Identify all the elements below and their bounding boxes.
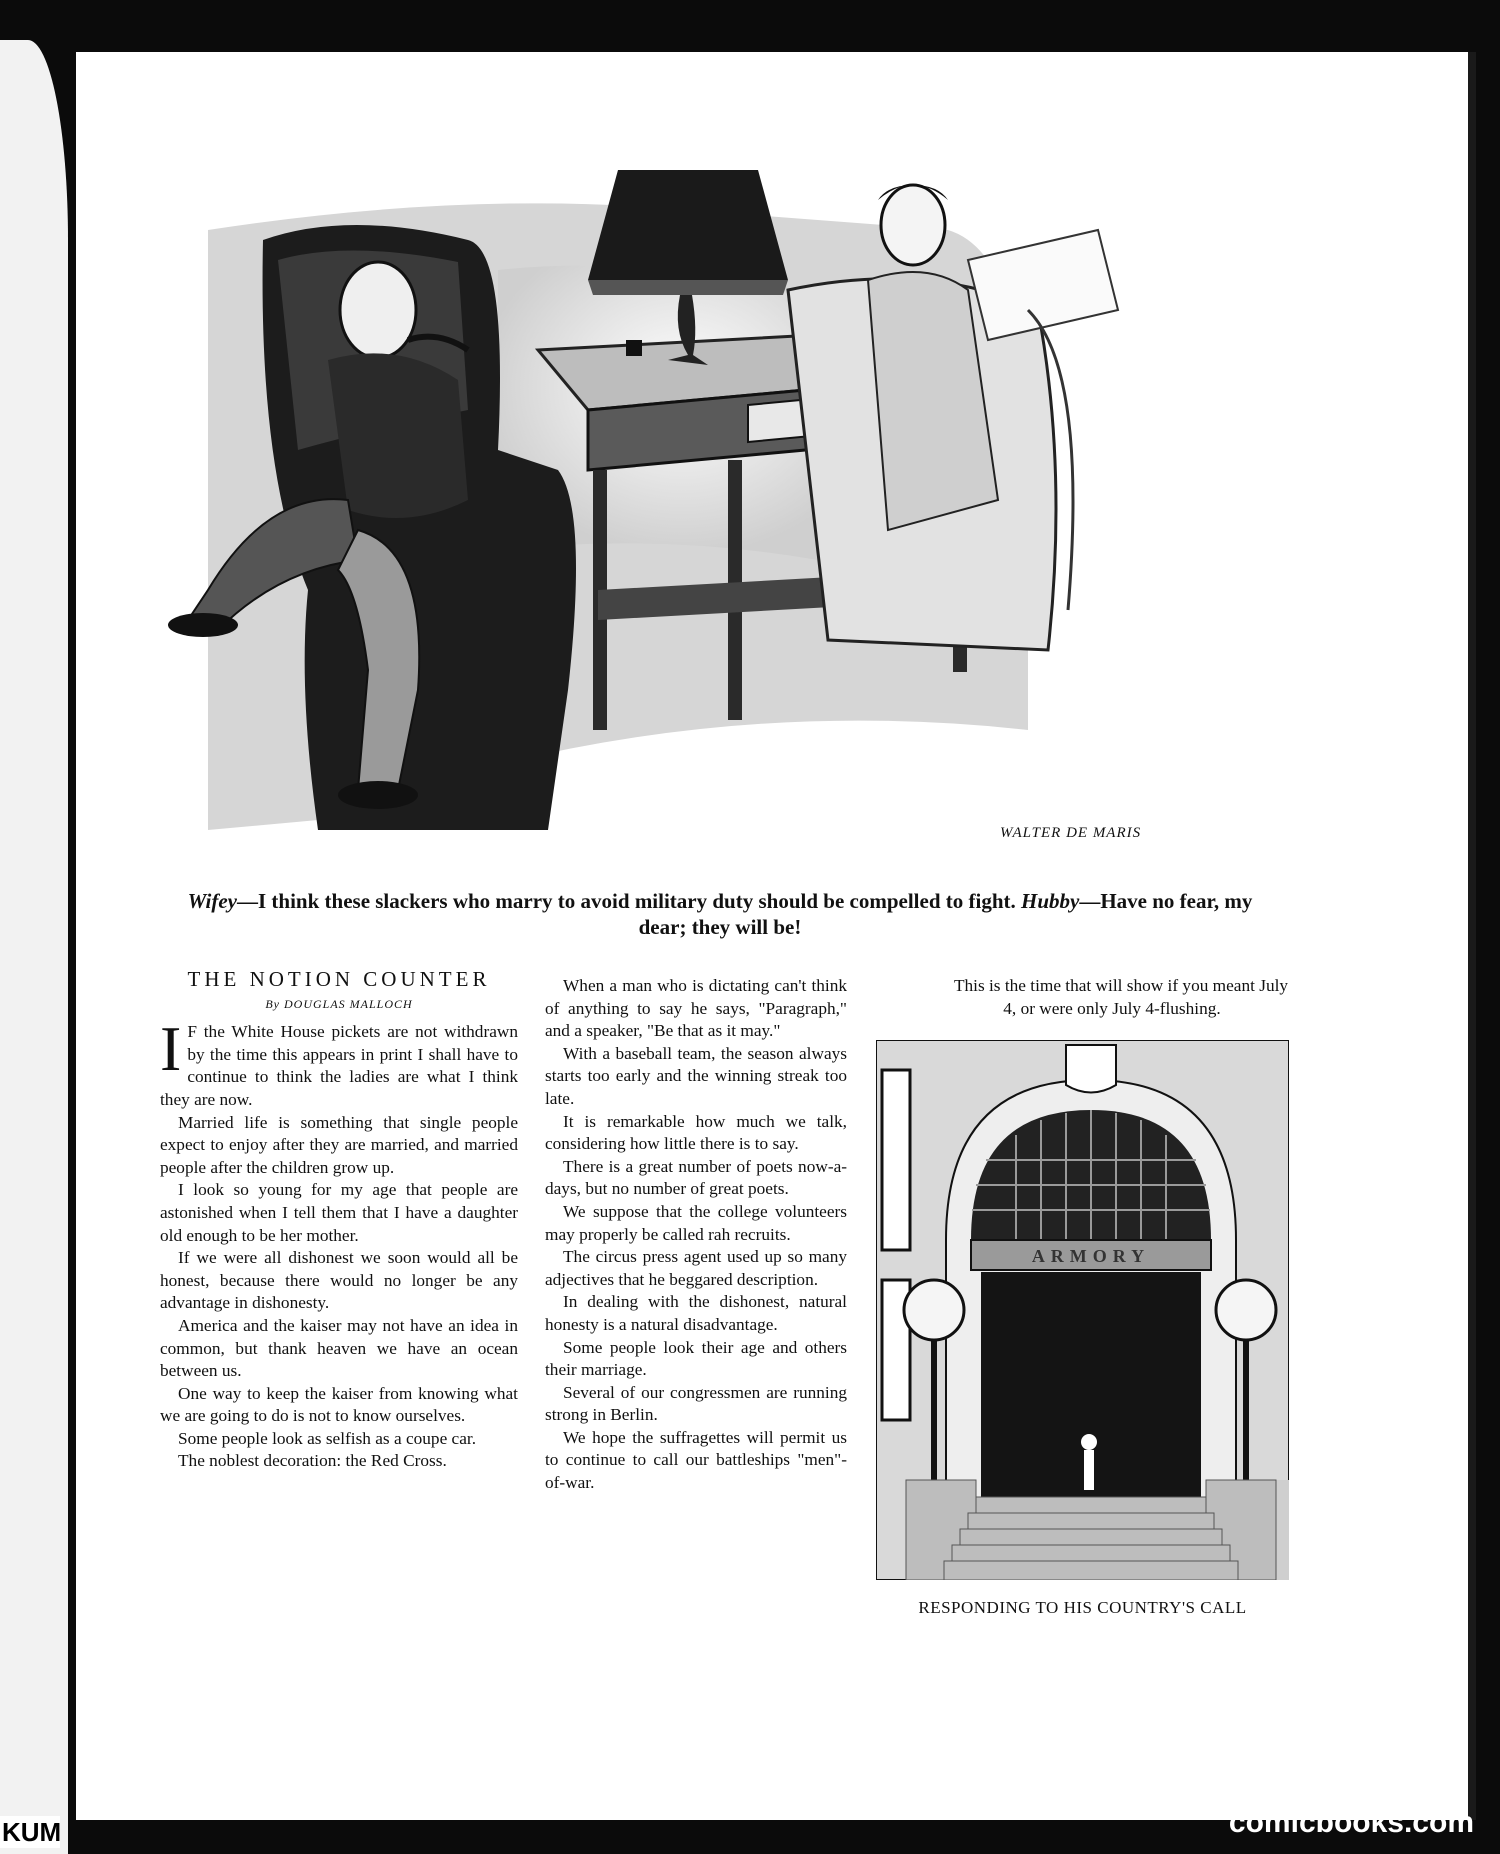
article-paragraph: We suppose that the college volunteers may properly be called rah recruits. bbox=[545, 1201, 847, 1244]
page-edge-shadow bbox=[1468, 52, 1476, 1820]
article-paragraph: It is remarkable how much we talk, considering how little there is to say. bbox=[545, 1111, 847, 1154]
article-paragraph: Several of our congressmen are running strong in Berlin. bbox=[545, 1382, 847, 1425]
article-paragraph: There is a great number of poets now-a-days, but no number of great poets. bbox=[545, 1156, 847, 1199]
article-paragraph: The noblest decoration: the Red Cross. bbox=[178, 1451, 447, 1471]
article-paragraph bbox=[160, 1013, 518, 1111]
article-paragraph: One way to keep the kaiser from knowing what we are going to do is not to know ourselves. bbox=[160, 1383, 518, 1426]
article-paragraph: With a baseball team, the season always starts too early and the winning streak too late. bbox=[545, 1043, 847, 1108]
article-paragraph: America and the kaiser may not have an idea in common, but thank heaven we have an ocean between us. bbox=[160, 1315, 518, 1381]
article-paragraph: This is the time that will show if you meant July 4, or were only July 4-flushing. bbox=[953, 976, 1289, 1018]
article-byline: By DOUGLAS MALLOCH bbox=[265, 996, 413, 1011]
caption-speaker-wifey: Wifey bbox=[187, 889, 237, 913]
article-paragraph: In dealing with the dishonest, natural honesty is a natural disadvantage. bbox=[545, 1292, 847, 1334]
caption-speaker-hubby: Hubby bbox=[1021, 889, 1080, 913]
caption-line-hubby: —Have no fear, my dear; they will be! bbox=[638, 889, 1253, 939]
article-paragraph: Some people look their age and others their marriage. bbox=[545, 1337, 847, 1380]
armory-illustration bbox=[876, 1040, 1289, 1580]
article-paragraph: If we were all dishonest we soon would all be honest, because there would no longer be any advantage in dishonesty. bbox=[160, 1248, 518, 1313]
article-paragraph: We hope the suffragettes will permit us to continue to call our battleships "men"-of-war. bbox=[545, 1427, 847, 1493]
caption-line-wifey: —I think these slackers who marry to avoid military duty should be compelled to fight. bbox=[236, 889, 1016, 913]
article-column-1 bbox=[160, 968, 518, 1473]
left-page-edge bbox=[0, 40, 68, 1854]
article-column-2 bbox=[545, 975, 847, 1495]
article-paragraph: When a man who is dictating can't think of anything to say he says, "Paragraph," and a speaker, "Be that as it may." bbox=[545, 976, 847, 1041]
article-paragraph: Some people look as selfish as a coupe car. bbox=[178, 1428, 477, 1448]
left-page-label: KUM bbox=[2, 1817, 62, 1847]
armory-sign-text: ARMORY bbox=[1031, 1246, 1151, 1266]
article-column-3 bbox=[932, 975, 1292, 1020]
article-paragraph: Married life is something that single people expect to enjoy after they are married, and married people after the children grow up. bbox=[160, 1112, 518, 1177]
article-paragraph: I look so young for my age that people are astonished when I tell them that I have a daughter old enough to be her mother. bbox=[160, 1180, 518, 1245]
cartoon-illustration bbox=[168, 170, 1218, 860]
drop-cap: I bbox=[160, 1013, 182, 1085]
paragraph-text: F the White House pickets are not withdrawn by the time this appears in print I shall have to continue to think the ladies are what I think they are now. bbox=[160, 1022, 518, 1109]
armory-caption: RESPONDING TO HIS COUNTRY'S CALL bbox=[918, 1598, 1247, 1617]
artist-signature: WALTER DE MARIS bbox=[1000, 825, 1142, 841]
site-watermark: comicbooks.com bbox=[1228, 1806, 1474, 1839]
article-title: THE NOTION COUNTER bbox=[187, 967, 491, 991]
cartoon-caption bbox=[170, 888, 1270, 940]
article-paragraph: The circus press agent used up so many adjectives that he beggared description. bbox=[545, 1247, 847, 1289]
